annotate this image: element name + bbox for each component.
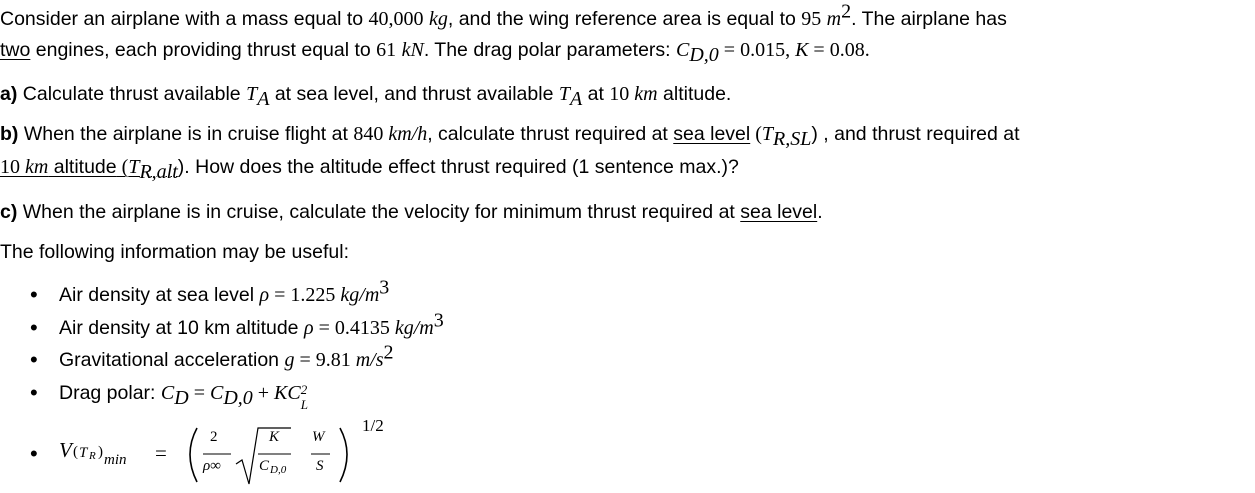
bullet-text: Air density at sea level: [59, 284, 260, 306]
thrust-unit: kN: [401, 39, 424, 61]
k-value: = 0.08.: [808, 39, 870, 61]
bullet-text: Air density at 10 km altitude: [59, 317, 304, 339]
ta-subscript: A: [257, 87, 270, 110]
area-value: 95: [801, 8, 822, 30]
bullet-text: Gravitational acceleration: [59, 349, 285, 371]
bullet-dot: •: [30, 347, 38, 372]
ta-subscript: A: [569, 87, 583, 110]
tr-alt-symbol: T: [128, 156, 140, 178]
question-c: [0, 200, 823, 224]
rho-exponent: 3: [379, 276, 390, 299]
rho-infinity: ρ∞: [203, 458, 221, 474]
bullet-dot: •: [30, 315, 38, 340]
area-unit: m: [826, 8, 842, 30]
g-unit: m/s: [355, 349, 384, 371]
bullet-drag-polar: [59, 381, 311, 412]
tr-sl-symbol: T: [761, 123, 774, 145]
g-value: = 9.81: [294, 349, 356, 371]
question-a: [0, 82, 732, 110]
s-symbol: S: [316, 458, 324, 474]
paren: ): [98, 444, 103, 460]
question-c-label: c): [0, 201, 18, 223]
question-b-text: ). How does the altitude effect thrust required (1 sentence max.)?: [177, 156, 739, 178]
ta-symbol: T: [246, 83, 258, 105]
cd0-value: = 0.015,: [718, 39, 796, 61]
cd0-symbol: C: [259, 458, 270, 474]
paren: (: [116, 156, 129, 178]
ta-symbol: T: [558, 83, 570, 105]
question-c-text: .: [817, 201, 823, 223]
question-b-text: ) , and thrust required at: [811, 123, 1020, 145]
rho-unit: kg/m: [394, 317, 434, 339]
info-heading: [0, 240, 349, 264]
paren: (: [750, 123, 762, 145]
intro-line-1: [0, 0, 1007, 31]
tr-sl-subscript: R,SL: [773, 127, 812, 150]
bullet-sea-level-density: [59, 276, 390, 307]
intro-text: , and the wing reference area is equal to: [447, 8, 802, 30]
question-b-line-1: [0, 122, 1020, 150]
thrust-value: 61: [376, 39, 397, 61]
mass-unit: kg: [428, 8, 448, 30]
alt-word: altitude: [48, 156, 117, 178]
rho-symbol: ρ: [303, 317, 314, 339]
question-b-line-2: [0, 155, 739, 183]
cd0-symbol: C: [676, 39, 690, 61]
question-a-text: altitude.: [657, 83, 732, 105]
cl-exponent: 2: [300, 382, 308, 397]
cd0-subscript: D,0: [223, 386, 253, 409]
cd-symbol: C: [160, 382, 175, 404]
alt-unit: km: [25, 156, 49, 178]
v-symbol: V: [59, 438, 72, 462]
bullet-text: Drag polar:: [59, 382, 161, 404]
bullet-altitude-density: [59, 309, 444, 340]
info-text: The following information may be useful:: [0, 241, 350, 263]
sea-level-underlined: sea level: [673, 123, 751, 145]
intro-text: engines, each providing thrust equal to: [30, 39, 377, 61]
area-exponent: 2: [841, 0, 852, 23]
speed-unit: km/h: [388, 123, 428, 145]
tr-alt-subscript: R,alt: [139, 160, 178, 183]
fraction-numerator-2: 2: [210, 429, 218, 445]
cd-subscript: D: [174, 386, 189, 409]
formula-graphics: [59, 420, 399, 490]
rho-symbol: ρ: [259, 284, 270, 306]
g-exponent: 2: [383, 341, 394, 364]
altitude-unit: km: [634, 83, 658, 105]
rho-exponent: 3: [433, 309, 444, 332]
min-thrust-velocity-formula: [59, 416, 399, 490]
equals: =: [188, 382, 210, 404]
g-symbol: g: [284, 349, 295, 371]
question-a-text: Calculate thrust available: [17, 83, 247, 105]
r-subscript: R: [89, 450, 96, 462]
question-b-text: When the airplane is in cruise flight at: [18, 123, 354, 145]
question-b-text: , calculate thrust required at: [427, 123, 674, 145]
rho-value: = 0.4135: [313, 317, 395, 339]
question-a-text: at sea level, and thrust available: [269, 83, 559, 105]
alt-num: 10: [0, 156, 25, 178]
intro-text: Consider an airplane with a mass equal to: [0, 8, 369, 30]
question-b-label: b): [0, 123, 19, 145]
bullet-gravity: [59, 341, 394, 372]
exponent-half: 1/2: [362, 416, 384, 435]
speed-value: 840: [353, 123, 389, 145]
cl-subscript: L: [300, 397, 308, 412]
min-subscript: min: [104, 452, 127, 468]
paren: (: [73, 444, 78, 460]
mass-value: 40,000: [368, 8, 424, 30]
intro-text: . The drag polar parameters:: [423, 39, 676, 61]
bullet-dot: •: [30, 282, 38, 307]
cd0-subscript: D,0: [689, 43, 719, 66]
question-a-text: at: [582, 83, 610, 105]
k-symbol: K: [269, 429, 280, 445]
k-symbol: K: [274, 382, 288, 404]
bullet-dot: •: [30, 441, 38, 466]
cd0-subscript: D,0: [270, 464, 287, 476]
t-symbol: T: [79, 445, 88, 461]
intro-text: . The airplane has: [851, 8, 1007, 30]
equals: =: [155, 441, 167, 465]
altitude-value: 10: [609, 83, 635, 105]
bullet-dot: •: [30, 380, 38, 405]
intro-line-2: [0, 38, 870, 66]
cl-symbol: C: [287, 382, 301, 404]
w-symbol: W: [312, 429, 325, 445]
sea-level-underlined: sea level: [740, 201, 818, 223]
rho-value: = 1.225: [269, 284, 341, 306]
question-a-label: a): [0, 83, 18, 105]
cd0-symbol: C: [209, 382, 224, 404]
question-c-text: When the airplane is in cruise, calculate the velocity for minimum thrust required at: [17, 201, 741, 223]
two-underlined: two: [0, 39, 31, 61]
k-symbol: K: [795, 39, 809, 61]
plus: +: [252, 382, 275, 404]
rho-unit: kg/m: [340, 284, 380, 306]
